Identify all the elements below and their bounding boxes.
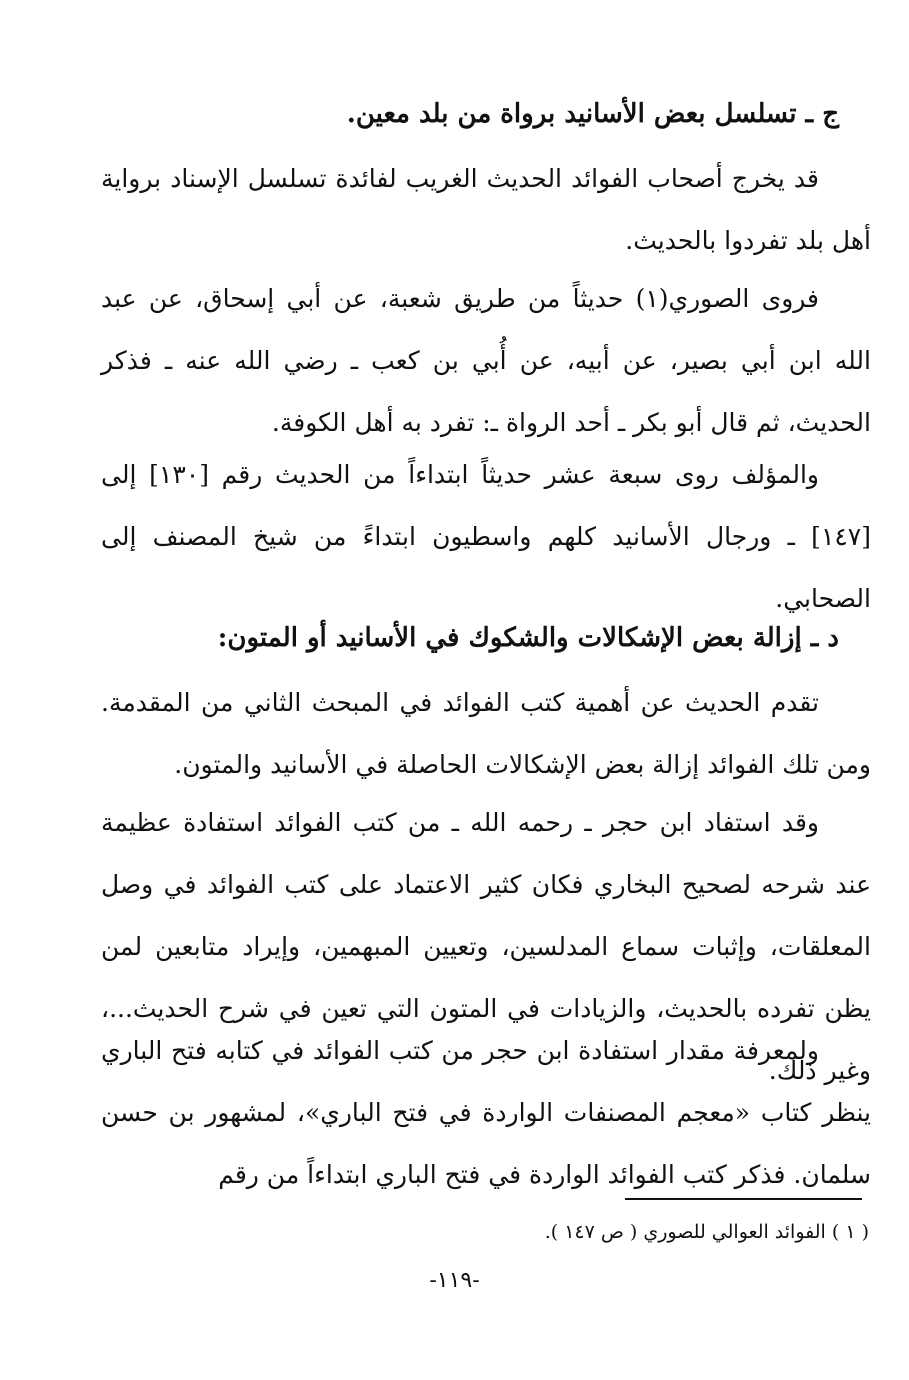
section-heading-c: ج ـ تسلسل بعض الأسانيد برواة من بلد معين.	[346, 99, 839, 129]
paragraph-d-3: ولمعرفة مقدار استفادة ابن حجر من كتب الفوائد في كتابه فتح الباري ينظر كتاب «معجم المصنفات الواردة في فتح الباري»، لمشهور بن حسن سلمان. فذكر كتب الفوائد الواردة في فتح الباري ابتداءاً من رقم	[101, 1036, 871, 1189]
footnote-separator	[625, 1198, 862, 1200]
paragraph-c-1: قد يخرج أصحاب الفوائد الحديث الغريب لفائدة تسلسل الإسناد برواية أهل بلد تفردوا بالحديث.	[101, 164, 871, 255]
section-heading-d: د ـ إزالة بعض الإشكالات والشكوك في الأسانيد أو المتون:	[217, 623, 839, 653]
paragraph-d-2: وقد استفاد ابن حجر ـ رحمه الله ـ من كتب الفوائد استفادة عظيمة عند شرحه لصحيح البخاري فكان كثير الاعتماد على كتب الفوائد في وصل المعلقات، وإثبات سماع المدلسين، وتعيين المبهمين، وإيراد متابعين لمن يظن تفرده بالحديث، والزيادات في المتون التي تعين في شرح الحديث...، وغير ذلك.	[101, 808, 871, 1085]
page-number: -١١٩-	[429, 1268, 480, 1293]
paragraph-c-2: فروى الصوري(١) حديثاً من طريق شعبة، عن أبي إسحاق، عن عبد الله ابن أبي بصير، عن أبيه، عن أُبي بن كعب ـ رضي الله عنه ـ فذكر الحديث، ثم قال أبو بكر ـ أحد الرواة ـ: تفرد به أهل الكوفة.	[101, 284, 871, 437]
footnote: ( ١ ) الفوائد العوالي للصوري ( ص ١٤٧ ).	[544, 1221, 869, 1243]
paragraph-d-1: تقدم الحديث عن أهمية كتب الفوائد في المبحث الثاني من المقدمة. ومن تلك الفوائد إزالة بعض الإشكالات الحاصلة في الأسانيد والمتون.	[101, 688, 871, 779]
paragraph-c-3: والمؤلف روى سبعة عشر حديثاً ابتداءاً من الحديث رقم [١٣٠] إلى [١٤٧] ـ ورجال الأسانيد كلهم واسطيون ابتداءً من شيخ المصنف إلى الصحابي.	[101, 460, 871, 613]
